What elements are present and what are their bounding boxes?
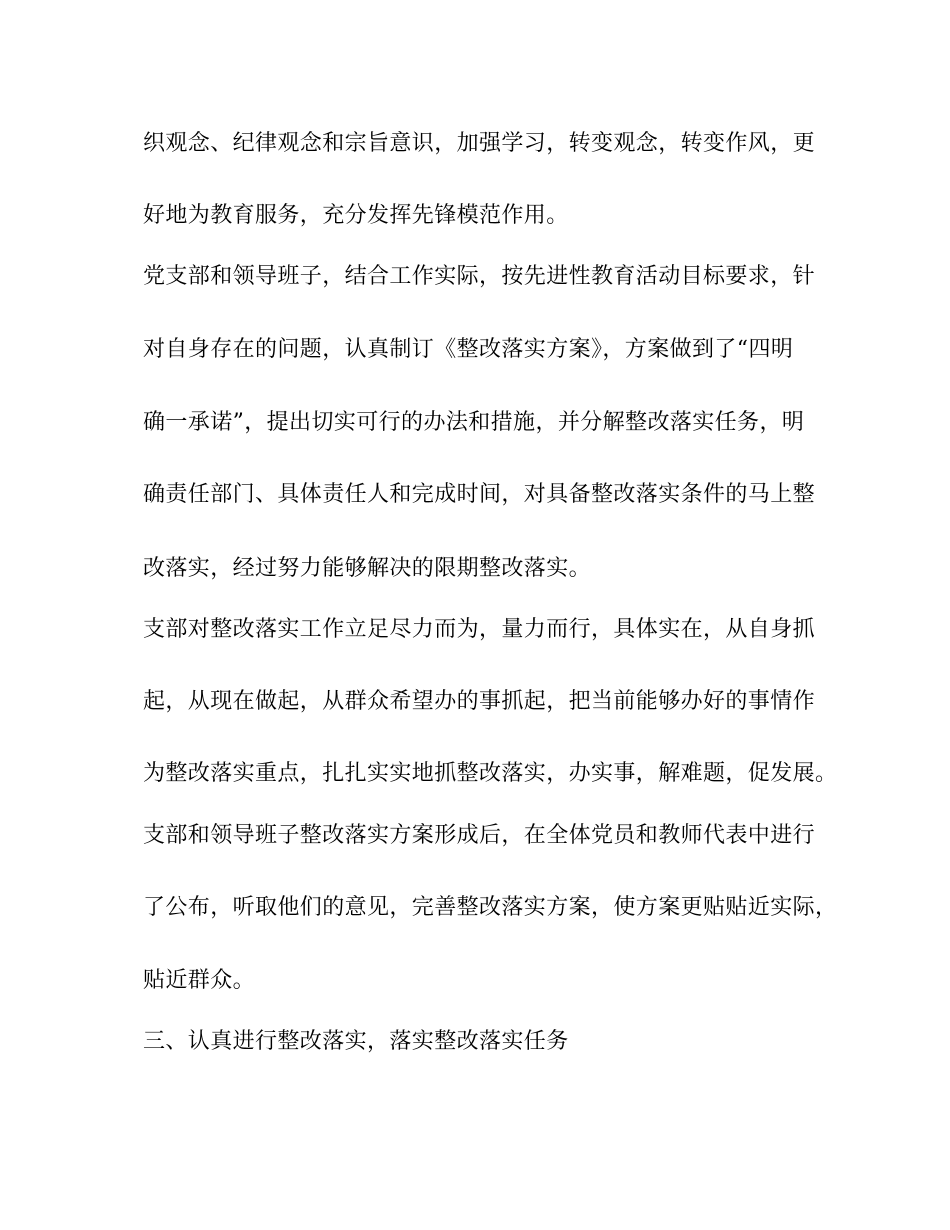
text-line: 党支部和领导班子，结合工作实际，按先进性教育活动目标要求，针 bbox=[143, 264, 816, 289]
text-line: 好地为教育服务，充分发挥先锋模范作用。 bbox=[143, 203, 569, 228]
text-line: 为整改落实重点，扎扎实实地抓整改落实，办实事，解难题，促发展。 bbox=[143, 761, 838, 786]
text-line: 贴近群众。 bbox=[143, 968, 256, 993]
text-line: 支部对整改落实工作立足尽力而为，量力而行，具体实在，从自身抓 bbox=[143, 617, 816, 642]
text-line: 改落实，经过努力能够解决的限期整改落实。 bbox=[143, 556, 592, 581]
text-line: 对自身存在的问题，认真制订《整改落实方案》，方案做到了“四明 bbox=[143, 337, 794, 362]
text-line: 确责任部门、具体责任人和完成时间，对具备整改落实条件的马上整 bbox=[143, 482, 816, 507]
text-line: 起，从现在做起，从群众希望办的事抓起，把当前能够办好的事情作 bbox=[143, 689, 816, 714]
text-line: 了公布，听取他们的意见，完善整改落实方案，使方案更贴贴近实际， bbox=[143, 895, 838, 920]
text-line: 确一承诺”，提出切实可行的办法和措施，并分解整改落实任务，明 bbox=[143, 410, 805, 435]
text-line: 织观念、纪律观念和宗旨意识，加强学习，转变观念，转变作风，更 bbox=[143, 131, 816, 156]
section-heading: 三、认真进行整改落实，落实整改落实任务 bbox=[143, 1029, 569, 1054]
text-line: 支部和领导班子整改落实方案形成后，在全体党员和教师代表中进行 bbox=[143, 823, 816, 848]
